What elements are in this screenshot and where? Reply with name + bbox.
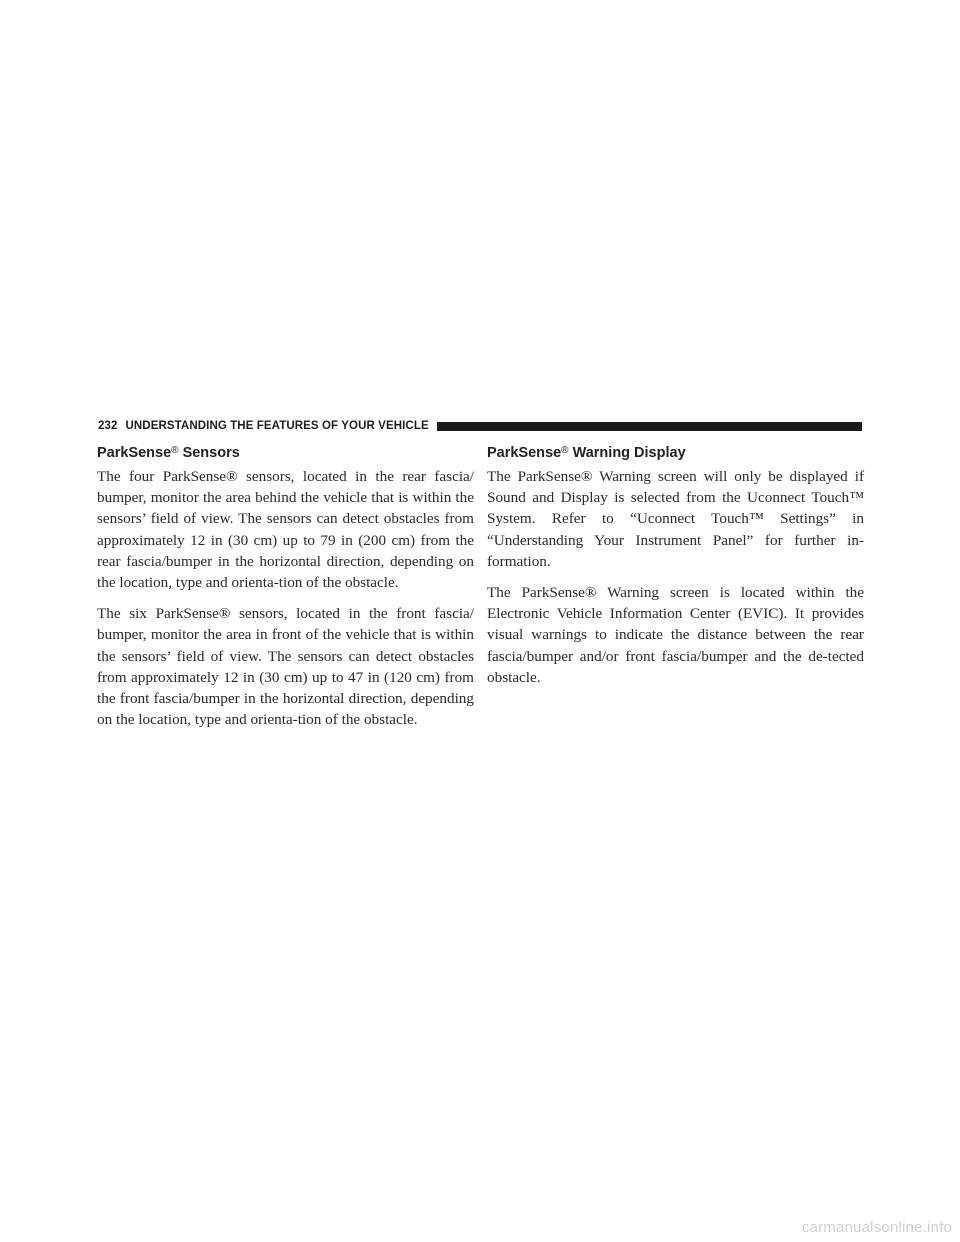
page-number: 232 xyxy=(98,420,118,432)
paragraph-display-location: The ParkSense® Warning screen is located within the Electronic Vehicle Information Center (EVIC). It provides visual warnings to indicate the distance between the rear fascia/bumper and/or front fascia/bumper and the de-tected obstacle. xyxy=(487,584,864,686)
right-column xyxy=(487,442,864,698)
heading-suffix: Sensors xyxy=(178,445,240,461)
paragraph-front-sensors: The six ParkSense® sensors, located in the front fascia/ bumper, monitor the area in front of the vehicle that is within the sensors’ field of view. The sensors can detect obstacles from approximately 12 in (30 cm) up to 47 in (120 cm) from the front fascia/bumper in the horizontal direction, depending on the location, type and orienta-tion of the obstacle. xyxy=(97,605,474,729)
heading-main: ParkSense xyxy=(97,445,172,461)
heading-main: ParkSense xyxy=(487,445,562,461)
registered-mark: ® xyxy=(171,445,179,456)
paragraph-rear-sensors: The four ParkSense® sensors, located in the rear fascia/ bumper, monitor the area behind the vehicle that is within the sensors’ field of view. The sensors can detect obstacles from approximately 12 in (30 cm) up to 79 in (200 cm) from the rear fascia/bumper in the horizontal direction, depending on the location, type and orienta-tion of the obstacle. xyxy=(97,468,474,592)
heading-parksense-sensors xyxy=(97,442,474,462)
heading-suffix: Warning Display xyxy=(568,445,686,461)
running-header xyxy=(98,417,862,435)
heading-warning-display xyxy=(487,442,864,462)
left-column xyxy=(97,442,474,740)
section-title: UNDERSTANDING THE FEATURES OF YOUR VEHICLE xyxy=(125,420,429,432)
watermark: carmanualsonline.info xyxy=(801,1219,952,1236)
paragraph-display-conditions: The ParkSense® Warning screen will only be displayed if Sound and Display is selected from the Uconnect Touch™ System. Refer to “Uconnect Touch™ Settings” in “Understanding Your Instrument Panel” for further in-formation. xyxy=(487,468,864,570)
header-rule xyxy=(437,422,862,431)
registered-mark: ® xyxy=(561,445,569,456)
